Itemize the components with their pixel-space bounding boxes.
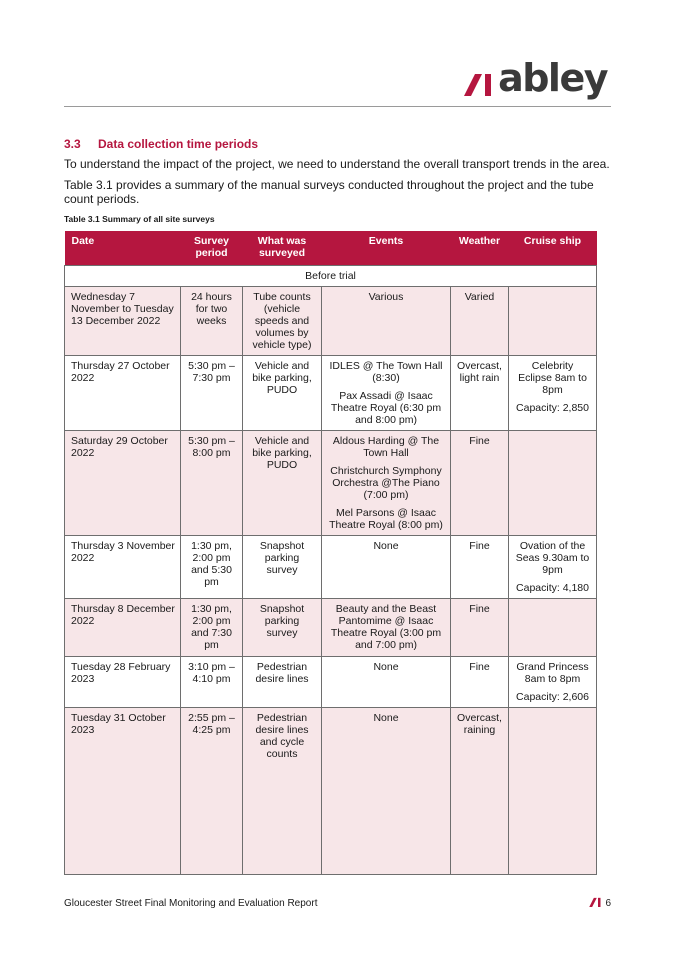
cell-survey-period <box>181 599 243 657</box>
cell-what-surveyed <box>243 431 322 536</box>
cell-date <box>65 657 181 708</box>
cell-text: Saturday 29 October 2022 <box>71 435 168 459</box>
abley-logo-text: abley <box>498 56 607 100</box>
table-row <box>65 536 597 599</box>
cell-weather <box>451 657 509 708</box>
footer-abley-mark-icon <box>589 897 605 910</box>
header-what-surveyed: What was surveyed <box>243 231 322 266</box>
cell-text: Vehicle and bike parking, PUDO <box>252 360 312 396</box>
cell-line: Ovation of the Seas 9.30am to 9pm <box>515 540 590 576</box>
abley-logo-mark-icon <box>464 72 494 96</box>
cell-survey-period <box>181 431 243 536</box>
cell-text: 3:10 pm – 4:10 pm <box>188 661 235 685</box>
cell-text: 5:30 pm – 8:00 pm <box>188 435 235 459</box>
surveys-table <box>64 231 597 875</box>
cell-weather <box>451 431 509 536</box>
cell-text: Fine <box>469 540 490 552</box>
cell-cruise-ship <box>509 356 597 431</box>
cell-text: Pedestrian desire lines and cycle counts <box>255 712 309 760</box>
cell-text: Thursday 8 December 2022 <box>71 603 175 627</box>
cell-date <box>65 708 181 875</box>
cell-text: Varied <box>464 291 495 303</box>
header-cruise-ship: Cruise ship <box>509 231 597 266</box>
cell-survey-period <box>181 657 243 708</box>
header-survey-period: Survey period <box>181 231 243 266</box>
header-weather: Weather <box>451 231 509 266</box>
cell-line: Celebrity Eclipse 8am to 8pm <box>518 360 587 396</box>
subheader-before-trial: Before trial <box>65 266 597 287</box>
cell-cruise-ship <box>509 287 597 356</box>
page-footer <box>64 897 611 910</box>
table-row <box>65 431 597 536</box>
cell-text: 1:30 pm, 2:00 pm and 7:30 pm <box>191 603 232 651</box>
cell-text: Wednesday 7 November to Tuesday 13 December 2022 <box>71 291 174 327</box>
cell-text: Overcast, raining <box>457 712 502 736</box>
cell-text: Pedestrian desire lines <box>255 661 309 685</box>
cell-date <box>65 356 181 431</box>
cell-line: Capacity: 2,606 <box>516 691 589 703</box>
cell-survey-period <box>181 708 243 875</box>
abley-logo <box>464 56 607 100</box>
section-title: Data collection time periods <box>98 137 259 151</box>
cell-text: 2:55 pm – 4:25 pm <box>188 712 235 736</box>
cell-events <box>322 657 451 708</box>
cell-line: Various <box>368 291 404 303</box>
cell-line: None <box>373 540 399 552</box>
cell-cruise-ship <box>509 431 597 536</box>
section-number: 3.3 <box>64 137 81 151</box>
cell-date <box>65 287 181 356</box>
cell-events <box>322 431 451 536</box>
cell-line: Aldous Harding @ The Town Hall <box>332 435 440 459</box>
footer-page-indicator <box>589 897 611 910</box>
cell-events <box>322 708 451 875</box>
subheader-row <box>65 266 597 287</box>
cell-survey-period <box>181 536 243 599</box>
cell-what-surveyed <box>243 356 322 431</box>
cell-cruise-ship <box>509 536 597 599</box>
cell-weather <box>451 536 509 599</box>
cell-date <box>65 536 181 599</box>
table-row <box>65 708 597 875</box>
cell-events <box>322 599 451 657</box>
cell-weather <box>451 599 509 657</box>
cell-cruise-ship <box>509 657 597 708</box>
cell-what-surveyed <box>243 536 322 599</box>
cell-text: Overcast, light rain <box>457 360 502 384</box>
table-row <box>65 657 597 708</box>
cell-text: Tuesday 28 February 2023 <box>71 661 171 685</box>
cell-what-surveyed <box>243 657 322 708</box>
cell-line: Grand Princess 8am to 8pm <box>516 661 589 685</box>
cell-survey-period <box>181 287 243 356</box>
cell-cruise-ship <box>509 599 597 657</box>
cell-date <box>65 599 181 657</box>
table-header-row <box>65 231 597 266</box>
header-date: Date <box>65 231 181 266</box>
cell-text: Fine <box>469 435 490 447</box>
cell-weather <box>451 708 509 875</box>
cell-cruise-ship <box>509 708 597 875</box>
cell-line: None <box>373 712 399 724</box>
intro-paragraph-2: Table 3.1 provides a summary of the manual surveys conducted throughout the project and the tube count periods. <box>64 178 594 206</box>
cell-events <box>322 287 451 356</box>
cell-line: Beauty and the Beast Pantomime @ Isaac Theatre Royal (3:00 pm and 7:00 pm) <box>330 603 442 651</box>
cell-line: IDLES @ The Town Hall (8:30) <box>329 360 443 384</box>
cell-what-surveyed <box>243 599 322 657</box>
cell-text: Thursday 27 October 2022 <box>71 360 170 384</box>
cell-line: None <box>373 661 399 673</box>
cell-events <box>322 356 451 431</box>
cell-text: 1:30 pm, 2:00 pm and 5:30 pm <box>191 540 232 588</box>
cell-text: Tuesday 31 October 2023 <box>71 712 166 736</box>
cell-what-surveyed <box>243 287 322 356</box>
cell-text: Fine <box>469 603 490 615</box>
cell-survey-period <box>181 356 243 431</box>
cell-text: Thursday 3 November 2022 <box>71 540 175 564</box>
cell-text: Snapshot parking survey <box>259 540 305 576</box>
cell-events <box>322 536 451 599</box>
cell-what-surveyed <box>243 708 322 875</box>
footer-page-number: 6 <box>605 898 611 909</box>
cell-text: 24 hours for two weeks <box>191 291 232 327</box>
cell-date <box>65 431 181 536</box>
footer-report-title: Gloucester Street Final Monitoring and Evaluation Report <box>64 898 318 909</box>
cell-text: Vehicle and bike parking, PUDO <box>252 435 312 471</box>
cell-text: 5:30 pm – 7:30 pm <box>188 360 235 384</box>
cell-line: Pax Assadi @ Isaac Theatre Royal (6:30 pm and 8:00 pm) <box>330 390 442 426</box>
cell-text: Tube counts (vehicle speeds and volumes by vehicle type) <box>252 291 312 351</box>
cell-line: Christchurch Symphony Orchestra @The Piano (7:00 pm) <box>330 465 442 501</box>
intro-paragraph-1: To understand the impact of the project, we need to understand the overall transport trends in the area. <box>64 157 610 171</box>
table-caption: Table 3.1 Summary of all site surveys <box>64 214 215 224</box>
header-events: Events <box>322 231 451 266</box>
cell-line: Capacity: 4,180 <box>516 582 589 594</box>
table-row <box>65 599 597 657</box>
section-heading <box>64 137 258 151</box>
table-row <box>65 287 597 356</box>
cell-line: Capacity: 2,850 <box>516 402 589 414</box>
cell-line: Mel Parsons @ Isaac Theatre Royal (8:00 pm) <box>329 507 443 531</box>
cell-text: Snapshot parking survey <box>259 603 305 639</box>
cell-text: Fine <box>469 661 490 673</box>
table-row <box>65 356 597 431</box>
cell-weather <box>451 356 509 431</box>
cell-weather <box>451 287 509 356</box>
header-rule <box>64 106 611 107</box>
